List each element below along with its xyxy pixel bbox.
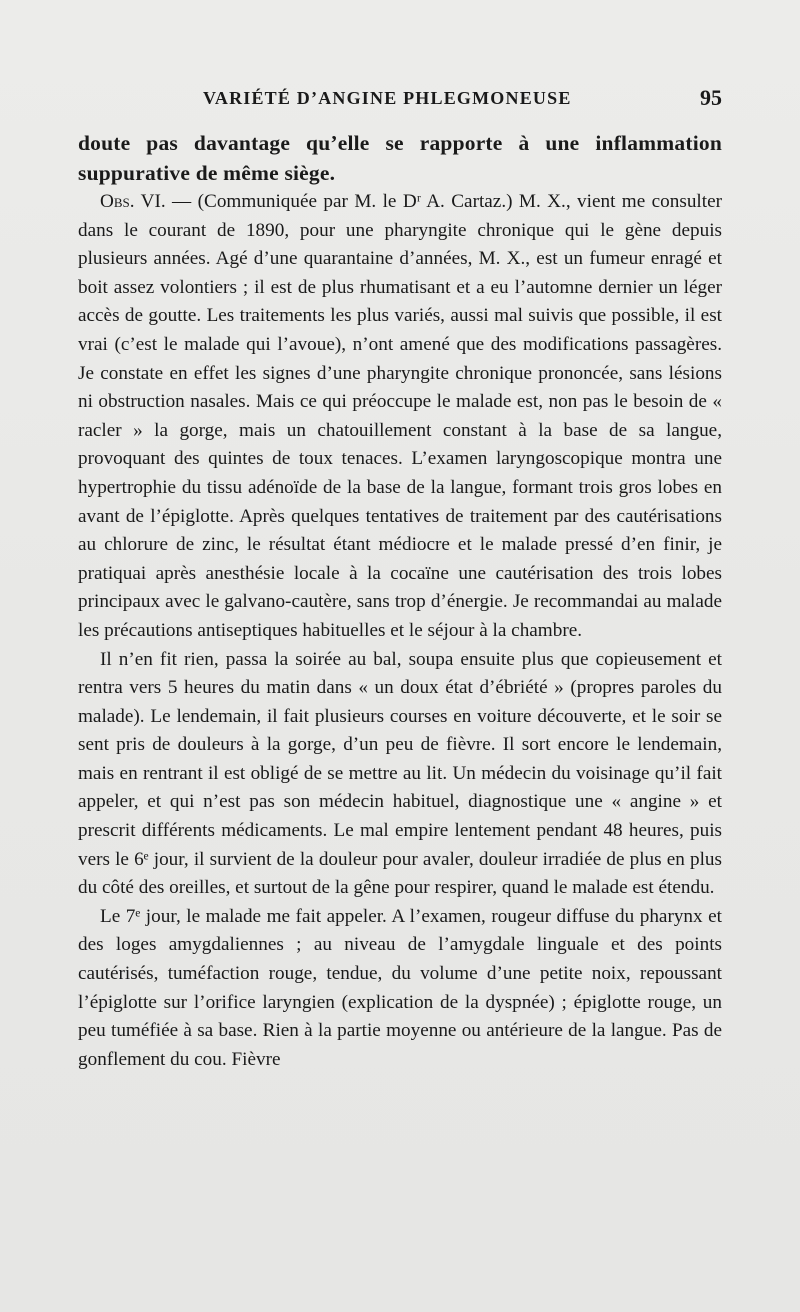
running-title: VARIÉTÉ D’ANGINE PHLEGMONEUSE — [203, 88, 572, 108]
observation-text: — (Communiquée par M. le Dʳ A. Cartaz.) M. X., vient me consulter dans le courant de 1890, pour une pharyngite chronique qui le gène depuis plusieurs années. Agé d’une quarantaine d’années, M. X., est un fumeur enragé et boit assez volontiers ; il est de plus rhumatisant et a eu l’automne dernier un léger accès de goutte. Les traitements les plus variés, aussi mal suivis que possible, il est vrai (c’est le malade qui l’avoue), n’ont amené que des modifications passagères. Je constate en effet les signes d’une pharyngite chronique prononcée, sans lésions ni obstruction nasales. Mais ce qui préoccupe le malade est, non pas le besoin de « racler » la gorge, mais un chatouillement constant à la base de sa langue, provoquant des quintes de toux tenaces. L’examen laryngoscopique montra une hypertrophie du tissu adénoïde de la base de la langue, formant trois gros lobes en avant de l’épiglotte. Après quelques tentatives de traitement par des cautérisations au chlorure de zinc, le résultat étant médiocre et le malade pressé d’en finir, je pratiquai après anesthésie locale à la cocaïne une cautérisation des trois lobes principaux avec le galvano-cautère, sans trop d’énergie. Je recommandai au malade les précautions antiseptiques habituelles et le séjour à la chambre. — [78, 191, 722, 641]
paragraph-1: doute pas davantage qu’elle se rapporte à une inflammation suppurative de même siège. — [78, 131, 722, 185]
observation-paragraph — [78, 188, 722, 646]
running-head — [78, 85, 722, 116]
body-text — [78, 128, 722, 1074]
observation-label: Obs. VI. — [100, 191, 166, 212]
paragraph-4: Le 7ᵉ jour, le malade me fait appeler. A l’examen, rougeur diffuse du pharynx et des loges amygdaliennes ; au niveau de l’amygdale linguale et des points cautérisés, tuméfaction rouge, tendue, du volume d’une petite noix, repoussant l’épiglotte sur l’orifice laryngien (explication de la dyspnée) ; épiglotte rouge, un peu tuméfiée à sa base. Rien à la partie moyenne ou antérieure de la langue. Pas de gonflement du cou. Fièvre — [78, 905, 722, 1070]
page-number: 95 — [700, 85, 722, 110]
paragraph-3: Il n’en fit rien, passa la soirée au bal, soupa ensuite plus que copieusement et rentra vers 5 heures du matin dans « un doux état d’ébriété » (propres paroles du malade). Le lendemain, il fait plusieurs courses en voiture découverte, et le soir se sent pris de douleurs à la gorge, d’un peu de fièvre. Il sort encore le lendemain, mais en rentrant il est obligé de se mettre au lit. Un médecin du voisinage qu’il fait appeler, et qui n’est pas son médecin habituel, diagnostique une « angine » et prescrit différents médicaments. Le mal empire lentement pendant 48 heures, puis vers le 6ᵉ jour, il survient de la douleur pour avaler, douleur irradiée de plus en plus du côté des oreilles, et surtout de la gêne pour respirer, quand le malade est étendu. — [78, 648, 722, 899]
